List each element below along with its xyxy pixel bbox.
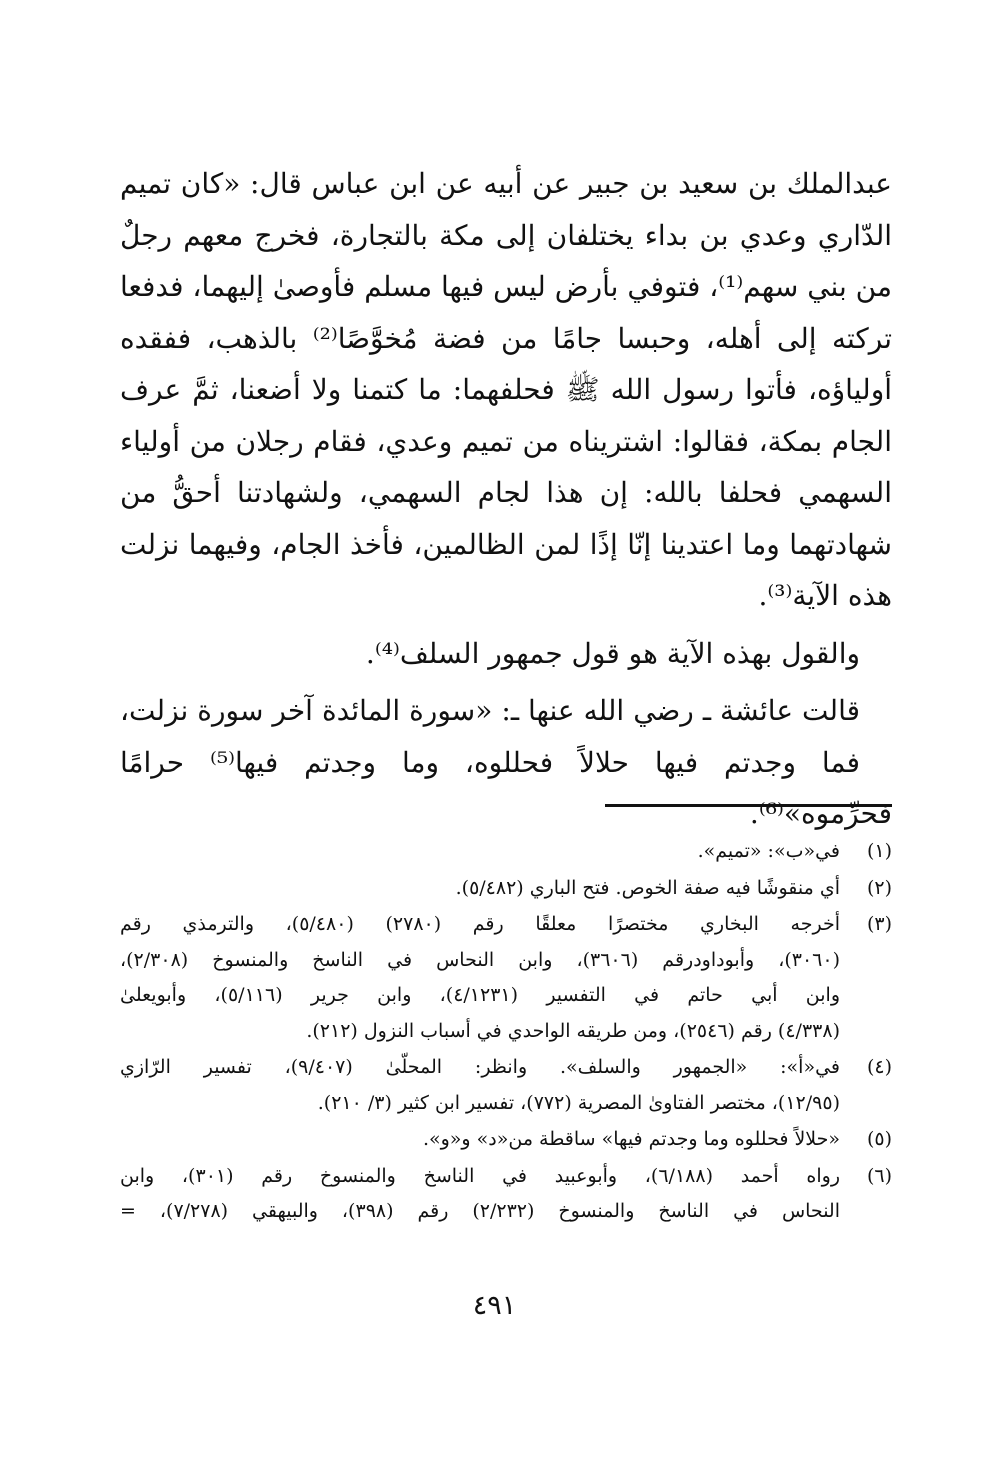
footnote-text (120, 834, 840, 870)
text-line: والقول بهذه الآية هو قول جمهور السلف⁽⁴⁾. (365, 636, 860, 670)
footnote-number: (٤) (866, 1056, 892, 1078)
text-line: عبدالملك بن سعيد بن جبير عن أبيه عن ابن عباس قال: «كان تميم (120, 167, 892, 200)
footnote-number: (١) (866, 840, 892, 862)
footnote-text (120, 871, 840, 907)
text-line: من بني سهم⁽¹⁾، فتوفي بأرض ليس فيها مسلم فأوصىٰ إليهما، فدفعا (120, 270, 892, 303)
text-line: تركته إلى أهله، وحبسا جامًا من فضة مُخوَّصًا⁽²⁾ بالذهب، ففقده (120, 321, 892, 355)
footnote-line: رواه أحمد (٦/١٨٨)، وأبوعبيد في الناسخ والمنسوخ رقم (٣٠١)، وابن (120, 1164, 841, 1187)
paragraph-salaf (120, 628, 892, 680)
footnote-line: في«أ»: «الجمهور والسلف». وانظر: المحلّىٰ (٩/٤٠٧)، تفسير الرّازي (120, 1056, 840, 1078)
text-line: فما وجدتم فيها حلالاً فحللوه، وما وجدتم فيها⁽⁵⁾ حرامًا فحرِّموه»⁽⁶⁾. (120, 745, 892, 830)
footnote-number: (٥) (866, 1128, 892, 1150)
footnote-line: وابن أبي حاتم في التفسير (٤/١٢٣١)، وابن جرير (٥/١١٦)، وأبويعلىٰ (120, 984, 840, 1006)
footnote-line: (٤/٣٣٨) رقم (٢٥٤٦)، ومن طريقه الواحدي في أسباب النزول (٢١٢). (306, 1019, 840, 1042)
footnote-line: (٣٠٦٠)، وأبوداودرقم (٣٦٠٦)، وابن النحاس في الناسخ والمنسوخ (٢/٣٠٨)، (120, 948, 840, 971)
footnote-text (120, 1122, 840, 1158)
page-number: ٤٩١ (472, 1290, 517, 1321)
paragraph-aisha (120, 685, 892, 840)
footnote-line: (١٢/٩٥)، مختصر الفتاوىٰ المصرية (٧٧٢)، تفسير ابن كثير (٣/ ٢١٠). (317, 1091, 840, 1114)
footnote-4 (120, 1050, 892, 1121)
text-line: السهمي فحلفا بالله: إن هذا لجام السهمي، ولشهادتنا أحقُّ من (120, 476, 892, 509)
text-line: شهادتهما وما اعتدينا إنّا إذًا لمن الظالمين، فأخذ الجام، وفيهما نزلت (120, 527, 892, 561)
footnote-number: (٣) (866, 913, 892, 935)
footnote-line: أخرجه البخاري مختصرًا معلقًا رقم (٢٧٨٠) (٥/٤٨٠)، والترمذي رقم (120, 913, 840, 935)
footnote-3 (120, 907, 892, 1049)
text-line: أولياؤه، فأتوا رسول الله ﷺ فحلفهما: ما كتمنا ولا أضعنا، ثمَّ عرف (120, 373, 892, 406)
footnote-line: النحاس في الناسخ والمنسوخ (٢/٢٣٢) رقم (٣٩٨)، والبيهقي (٧/٢٧٨)، = (120, 1200, 840, 1222)
paragraph-hadith (120, 158, 892, 622)
footnote-line: في«ب»: «تميم». (697, 840, 840, 862)
footnote-line: أي منقوشًا فيه صفة الخوص. فتح الباري (٥/٤٨٢). (455, 876, 840, 899)
footnote-1 (120, 834, 892, 870)
footnote-number: (٢) (866, 876, 892, 899)
text-line: هذه الآية⁽³⁾. (758, 579, 892, 612)
footnote-separator (605, 804, 892, 807)
footnote-text (120, 1050, 840, 1121)
footnote-6 (120, 1159, 892, 1230)
text-line: الجام بمكة، فقالوا: اشتريناه من تميم وعدي، فقام رجلان من أولياء (120, 424, 892, 458)
text-line: الدّاري وعدي بن بداء يختلفان إلى مكة بالتجارة، فخرج معهم رجلٌ (120, 218, 892, 252)
footnote-2 (120, 871, 892, 907)
footnote-number: (٦) (866, 1164, 892, 1187)
text-line: قالت عائشة ـ رضي الله عنها ـ: «سورة المائدة آخر سورة نزلت، (120, 694, 860, 727)
footnote-line: «حلالاً فحللوه وما وجدتم فيها» ساقطة من«د» و«و». (422, 1128, 840, 1150)
footnote-text (120, 1159, 840, 1230)
footnote-5 (120, 1122, 892, 1158)
footnote-text (120, 907, 840, 1049)
footnotes (120, 834, 892, 1230)
main-text (120, 158, 892, 840)
